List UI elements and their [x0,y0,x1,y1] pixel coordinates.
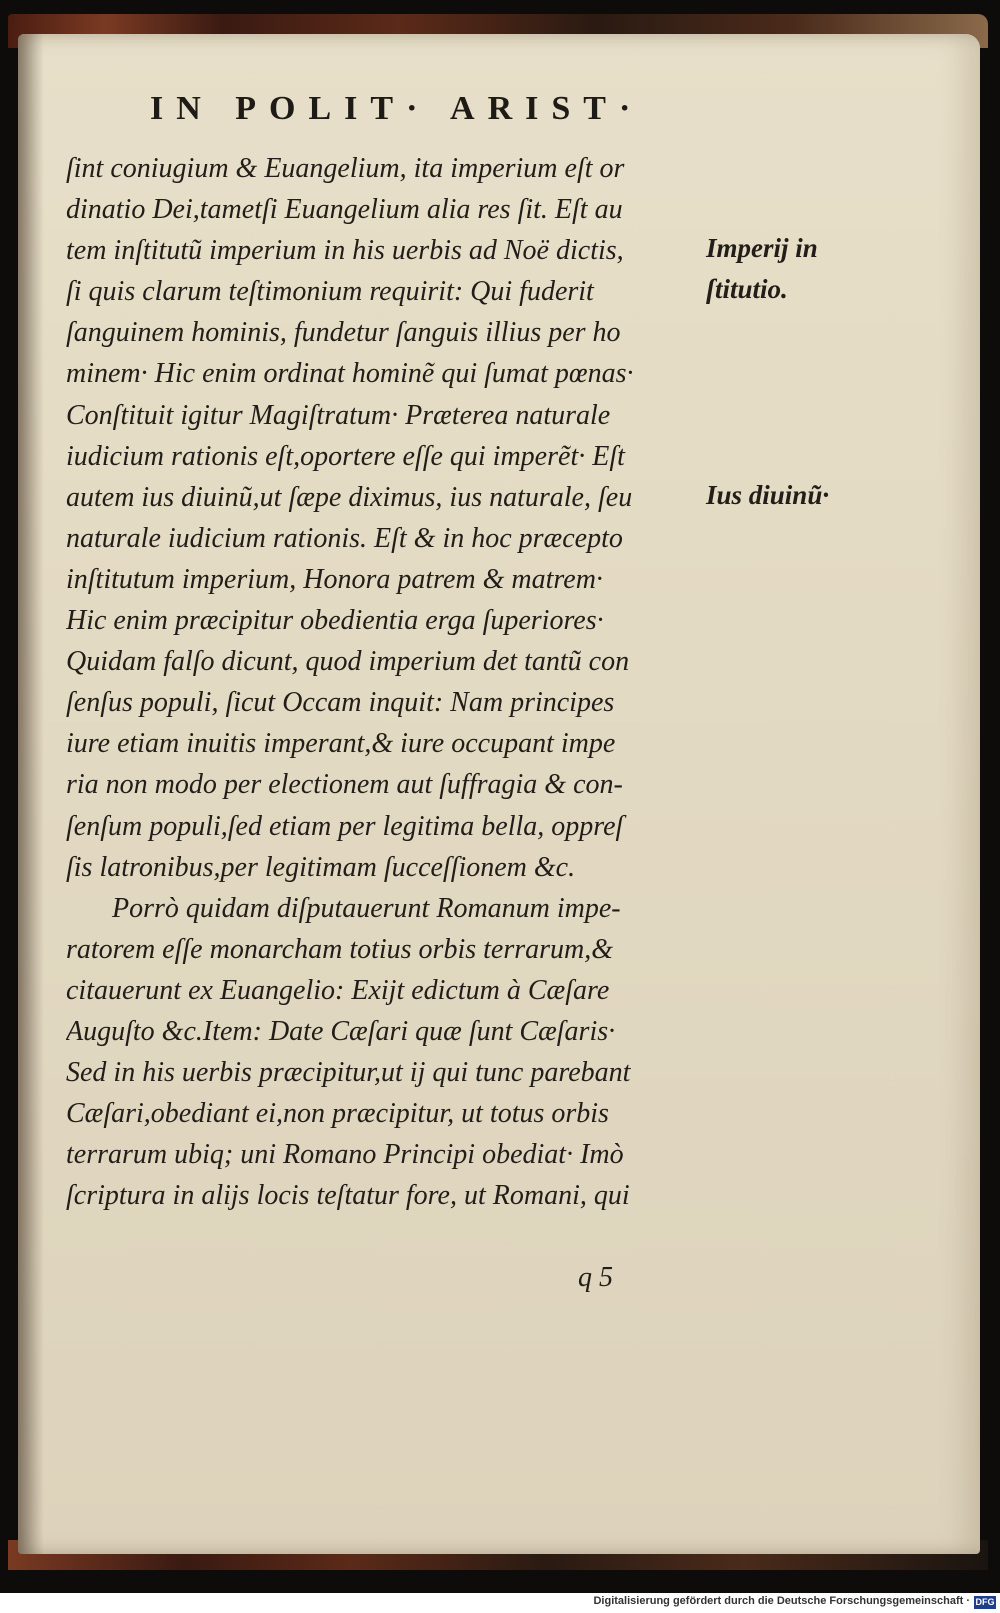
footer-bar [0,1593,1000,1613]
text-line: Hic enim præcipitur obedientia erga ſuperiores· [66,605,604,637]
text-line: terrarum ubiq; uni Romano Principi obediat· Imò [66,1139,624,1171]
dfg-logo-icon: DFG [975,1597,995,1607]
text-line: Conſtituit igitur Magiſtratum· Præterea naturale [66,399,611,431]
text-line: Sed in his uerbis præcipitur,ut ij qui tunc parebant [66,1057,631,1089]
text-line: ſis latronibus,per legitimam ſucceſſionem &c. [66,851,576,883]
text-line: Porrò quidam diſputauerunt Romanum impe- [112,892,621,924]
text-line: citauerunt ex Euangelio: Exijt edictum à Cæſare [66,974,610,1006]
body-text [66,148,706,1216]
text-line: ſanguinem hominis, fundetur ſanguis illius per ho [66,317,621,349]
margin-note-line: Ius diuinũ· [706,480,830,510]
footer-credit: Digitalisierung gefördert durch die Deutsche Forschungsgemeinschaft · [593,1595,970,1607]
text-line: naturale iudicium rationis. Eſt & in hoc præcepto [66,522,623,554]
margin-note-imperium [706,228,866,310]
signature-mark: q 5 [578,1262,613,1293]
text-line: ſint coniugium & Euangelium, ita imperium eſt or [66,153,625,184]
text-line: ratorem eſſe monarcham totius orbis terrarum,& [66,933,614,965]
text-line: Cæſari,obediant ei,non præcipitur, ut totus orbis [66,1098,609,1130]
margin-note-line: Imperij in [706,233,818,263]
text-line: Auguſto &c.Item: Date Cæſari quæ ſunt Cæſaris· [66,1015,616,1047]
text-line: ſenſus populi, ſicut Occam inquit: Nam principes [66,687,615,719]
text-line: ſcriptura in alijs locis teſtatur fore, ut Romani, qui [66,1180,630,1212]
text-line: Quidam falſo dicunt, quod imperium det tantũ con [66,646,630,678]
margin-note-line: ſtitutio. [706,274,788,304]
text-line: iudicium rationis eſt,oportere eſſe qui imperẽt· Eſt [66,440,625,472]
text-line: ſenſum populi,ſed etiam per legitima bella, oppreſ [66,810,624,842]
text-line: ſi quis clarum teſtimonium requirit: Qui fuderit [66,276,594,308]
text-line: dinatio Dei,tametſi Euangelium alia res ſit. Eſt au [66,194,623,226]
text-line: autem ius diuinũ,ut ſæpe diximus, ius naturale, ſeu [66,481,633,513]
text-line: tem inſtitutũ imperium in his uerbis ad Noë dictis, [66,235,624,267]
spine-shadow [18,34,44,1554]
running-head: IN POLIT· ARIST· [150,90,644,127]
text-line: minem· Hic enim ordinat hominẽ qui ſumat pœnas· [66,358,634,390]
text-line: iure etiam inuitis imperant,& iure occupant impe [66,728,616,760]
text-line: inſtitutum imperium, Honora patrem & matrem· [66,563,603,595]
text-line: ria non modo per electionem aut ſuffragia & con- [66,769,623,801]
margin-note-ius-diuinum [706,475,866,516]
